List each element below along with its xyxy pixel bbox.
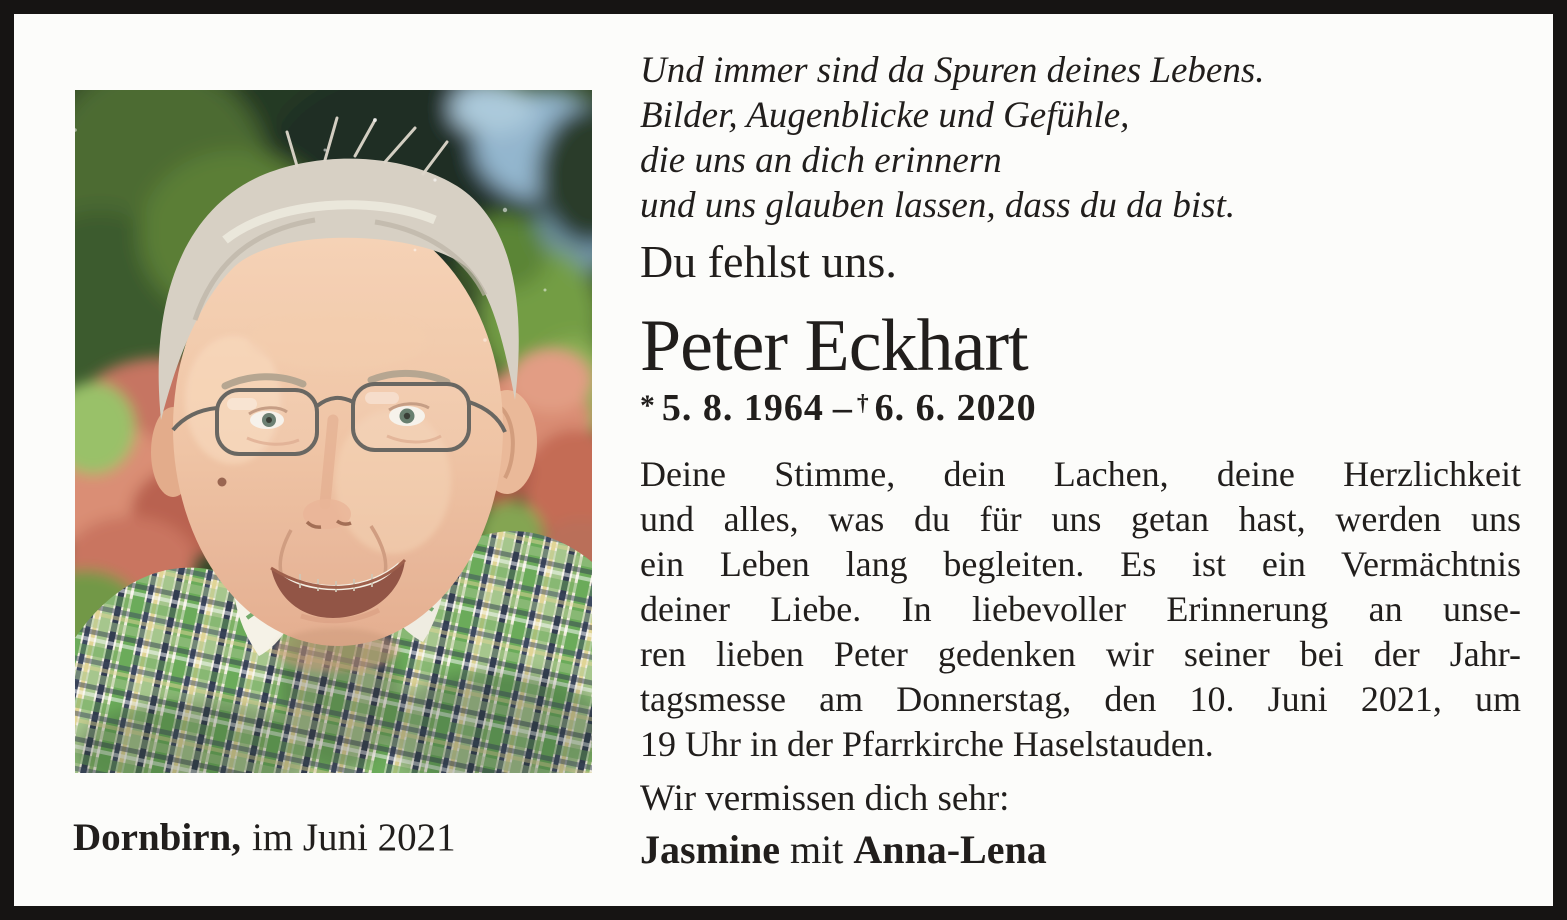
- memorial-text: [640, 452, 1521, 767]
- poem-line: die uns an dich erinnern: [640, 140, 1002, 181]
- signature-name-1: Jasmine: [640, 827, 780, 872]
- memorial-text-line: 19 Uhr in der Pfarrkirche Haselstauden.: [640, 724, 1214, 764]
- scan-artifacts: [75, 90, 592, 773]
- deceased-name: Peter Eckhart: [640, 305, 1028, 387]
- signature-line: [640, 826, 1047, 874]
- dates-separator: –: [832, 386, 853, 429]
- portrait-illustration: [75, 90, 592, 773]
- poem-line: Und immer sind da Spuren deines Lebens.: [640, 50, 1265, 91]
- memorial-text-line: ein Leben lang begleiten. Es ist ein Vermächtnis: [640, 544, 1521, 584]
- obituary-inner: [14, 14, 1553, 906]
- death-date: 6. 6. 2020: [874, 386, 1037, 429]
- memorial-text-line: tagsmesse am Donnerstag, den 10. Juni 2021, um: [640, 679, 1521, 719]
- memorial-text-line: und alles, was du für uns getan hast, werden uns: [640, 499, 1521, 539]
- signature-connector: mit: [790, 827, 844, 872]
- poem-line: und uns glauben lassen, dass du da bist.: [640, 185, 1236, 226]
- memorial-text-line: Deine Stimme, dein Lachen, deine Herzlichkeit: [640, 454, 1521, 494]
- poem-line: Bilder, Augenblicke und Gefühle,: [640, 95, 1130, 136]
- death-cross-symbol: †: [856, 390, 870, 416]
- place-date-line: [73, 814, 456, 862]
- birth-date: 5. 8. 1964: [661, 386, 824, 429]
- memorial-text-line: deiner Liebe. In liebevoller Erinnerung an unse-: [640, 589, 1521, 629]
- life-dates: [640, 380, 1037, 431]
- memorial-text-line: ren lieben Peter gedenken wir seiner bei der Jahr-: [640, 634, 1521, 674]
- portrait-photo: [75, 90, 592, 773]
- closing-line: Wir vermissen dich sehr:: [640, 778, 1010, 819]
- signature-name-2: Anna-Lena: [853, 827, 1047, 872]
- memorial-poem: [640, 48, 1521, 228]
- birth-symbol: *: [640, 389, 656, 422]
- missing-line: Du fehlst uns.: [640, 236, 897, 287]
- place-name: Dornbirn,: [73, 816, 241, 859]
- date-text: im Juni 2021: [251, 816, 456, 859]
